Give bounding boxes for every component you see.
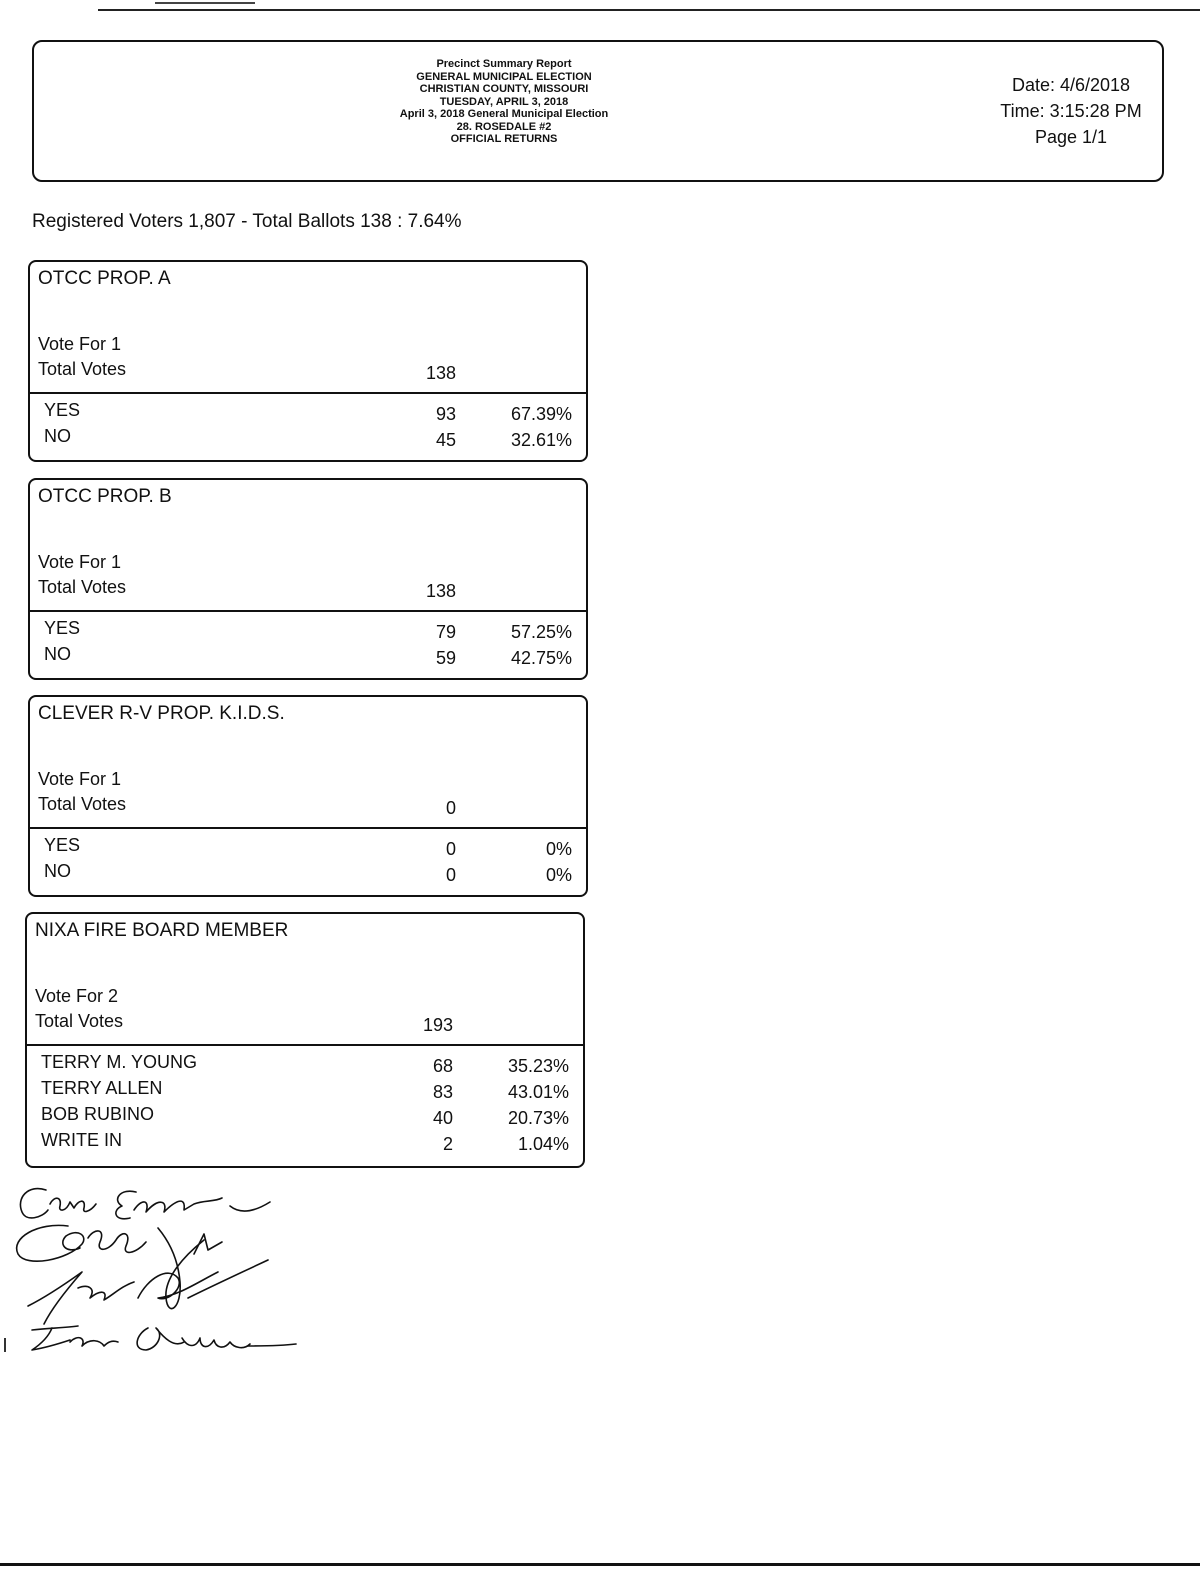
report-date: Date: 4/6/2018	[1011, 75, 1131, 95]
choice-votes: 0	[445, 865, 456, 885]
choice-name: NO	[44, 861, 71, 881]
report-type: Precinct Summary Report	[436, 58, 572, 70]
top-rule	[98, 9, 1200, 11]
choice-percent: 35.23%	[507, 1056, 569, 1076]
choice-percent: 42.75%	[510, 648, 572, 668]
contest-title: OTCC PROP. B	[38, 486, 172, 507]
choice-name: YES	[44, 400, 81, 420]
contest-divider	[30, 827, 586, 829]
report-time: Time: 3:15:28 PM	[1000, 101, 1142, 121]
choice-percent: 0%	[545, 865, 572, 885]
choice-votes: 83	[432, 1082, 453, 1102]
election-description: April 3, 2018 General Municipal Election	[399, 108, 609, 120]
choice-row	[27, 1052, 583, 1078]
contest-title: NIXA FIRE BOARD MEMBER	[35, 920, 289, 941]
choice-row	[30, 861, 586, 887]
turnout-summary: Registered Voters 1,807 - Total Ballots 138 : 7.64%	[32, 211, 462, 232]
contest-divider	[27, 1044, 583, 1046]
contest-nixa-fire-board-member	[25, 912, 585, 1168]
choice-votes: 93	[435, 404, 456, 424]
choice-name: NO	[44, 644, 71, 664]
total-votes-value: 138	[425, 581, 456, 601]
contest-divider	[30, 610, 586, 612]
contest-otcc-prop-a	[28, 260, 588, 462]
report-meta	[986, 72, 1156, 150]
choice-name: TERRY M. YOUNG	[41, 1052, 198, 1072]
precinct-name: 28. ROSEDALE #2	[456, 120, 552, 133]
election-day: TUESDAY, APRIL 3, 2018	[439, 95, 569, 108]
choice-row	[30, 618, 586, 644]
total-votes-label: Total Votes	[38, 577, 127, 597]
choice-percent: 57.25%	[510, 622, 572, 642]
choice-votes: 79	[435, 622, 456, 642]
choice-row	[30, 644, 586, 670]
choice-row	[27, 1104, 583, 1130]
page-number: Page 1/1	[1034, 127, 1108, 147]
choice-name: WRITE IN	[41, 1130, 122, 1150]
handwritten-signatures-icon	[8, 1178, 308, 1368]
choice-votes: 40	[432, 1108, 453, 1128]
total-votes-label: Total Votes	[38, 794, 127, 814]
choice-votes: 45	[435, 430, 456, 450]
total-votes-label: Total Votes	[38, 359, 127, 379]
choice-row	[27, 1130, 583, 1156]
returns-status: OFFICIAL RETURNS	[450, 133, 558, 145]
vote-for-label: Vote For 1	[38, 769, 122, 789]
vote-for-label: Vote For 1	[38, 552, 122, 572]
election-name: GENERAL MUNICIPAL ELECTION	[416, 70, 592, 83]
choice-row	[27, 1078, 583, 1104]
choice-name: YES	[44, 618, 81, 638]
choice-percent: 67.39%	[510, 404, 572, 424]
choice-votes: 2	[442, 1134, 453, 1154]
choice-percent: 32.61%	[510, 430, 572, 450]
county-name: CHRISTIAN COUNTY, MISSOURI	[419, 83, 589, 95]
total-votes-value: 0	[445, 798, 456, 818]
total-votes-value: 193	[422, 1015, 453, 1035]
left-edge-mark	[4, 1338, 6, 1352]
contest-title: CLEVER R-V PROP. K.I.D.S.	[38, 703, 285, 724]
choice-row	[30, 426, 586, 452]
choice-percent: 20.73%	[507, 1108, 569, 1128]
contest-divider	[30, 392, 586, 394]
contest-otcc-prop-b	[28, 478, 588, 680]
top-edge-mark	[155, 2, 255, 4]
choice-name: NO	[44, 426, 71, 446]
total-votes-label: Total Votes	[35, 1011, 124, 1031]
choice-percent: 0%	[545, 839, 572, 859]
choice-name: TERRY ALLEN	[41, 1078, 163, 1098]
contest-clever-rv-prop-kids	[28, 695, 588, 897]
report-header-titles	[374, 58, 634, 146]
choice-row	[30, 835, 586, 861]
choice-votes: 59	[435, 648, 456, 668]
choice-percent: 43.01%	[507, 1082, 569, 1102]
choice-percent: 1.04%	[517, 1134, 569, 1154]
vote-for-label: Vote For 1	[38, 334, 122, 354]
contest-title: OTCC PROP. A	[38, 268, 171, 289]
bottom-rule	[0, 1563, 1200, 1566]
choice-votes: 68	[432, 1056, 453, 1076]
choice-votes: 0	[445, 839, 456, 859]
vote-for-label: Vote For 2	[35, 986, 119, 1006]
choice-name: YES	[44, 835, 81, 855]
total-votes-value: 138	[425, 363, 456, 383]
report-header	[32, 40, 1164, 182]
choice-row	[30, 400, 586, 426]
choice-name: BOB RUBINO	[41, 1104, 155, 1124]
